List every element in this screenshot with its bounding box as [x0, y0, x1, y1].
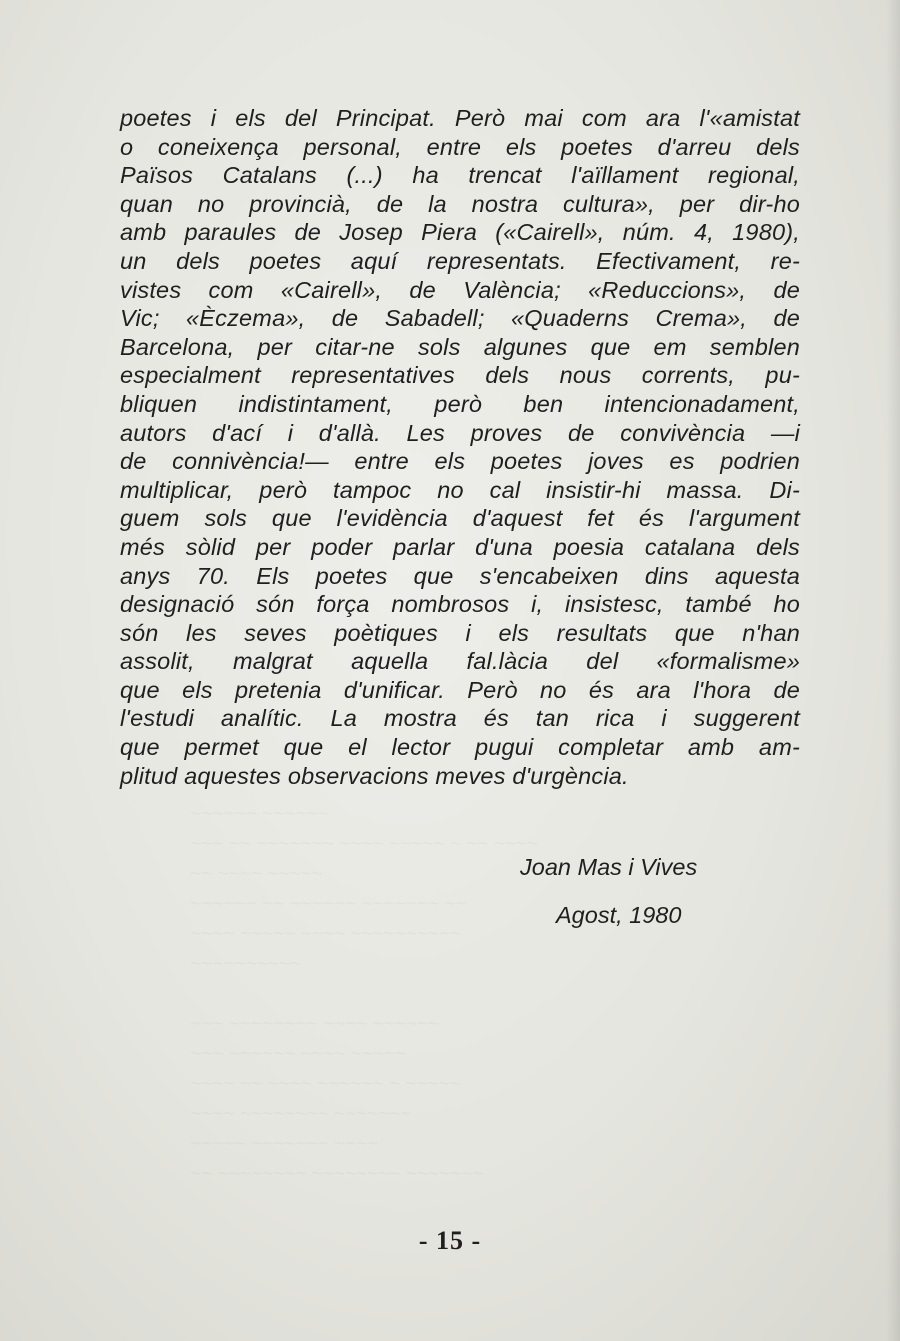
text-line: quan no provincià, de la nostra cultura», per dir-ho: [120, 190, 800, 217]
text-line: Països Catalans (...) ha trencat l'aïllament regional,: [120, 162, 800, 189]
text-line: guem sols que l'evidència d'aquest fet és l'argument: [120, 505, 800, 532]
text-line: poetes i els del Principat. Però mai com ara l'«amistat: [120, 105, 800, 131]
text-line: assolit, malgrat aquella fal.làcia del «formalisme»: [120, 648, 800, 675]
text-line: o coneixença personal, entre els poetes d'arreu dels: [120, 133, 800, 160]
page-edge-shadow: [886, 0, 900, 1341]
page-number: - 15 -: [418, 1226, 482, 1255]
text-line: autors d'ací i d'allà. Les proves de convivència —i: [120, 419, 800, 446]
text-line: de connivència!— entre els poetes joves es podrien: [120, 448, 800, 475]
signature-date: Agost, 1980: [556, 902, 682, 928]
text-line: multiplicar, però tampoc no cal insistir-hi massa. Di-: [120, 476, 800, 503]
text-line: Vic; «Èczema», de Sabadell; «Quaderns Crema», de: [120, 305, 800, 332]
text-line: especialment representatives dels nous corrents, pu-: [120, 362, 800, 389]
text-line: un dels poetes aquí representats. Efectivament, re-: [120, 247, 800, 274]
text-line: són les seves poètiques i els resultats que n'han: [120, 619, 800, 646]
text-line: amb paraules de Josep Piera («Cairell», núm. 4, 1980),: [120, 219, 800, 246]
text-line: plitud aquestes observacions meves d'urgència.: [120, 762, 629, 789]
text-line: anys 70. Els poetes que s'encabeixen dins aquesta: [120, 562, 800, 589]
text-line: designació són força nombrosos i, insistesc, també ho: [120, 591, 800, 618]
author-signature: Joan Mas i Vives: [520, 854, 698, 880]
text-line: Barcelona, per citar-ne sols algunes que em semblen: [120, 333, 800, 360]
text-line: que permet que el lector pugui completar amb am-: [120, 734, 800, 761]
text-line: vistes com «Cairell», de València; «Reduccions», de: [120, 276, 800, 303]
text-line: que els pretenia d'unificar. Però no és ara l'hora de: [120, 676, 800, 703]
text-line: bliquen indistintament, però ben intencionadament,: [120, 390, 800, 417]
body-text: [120, 104, 800, 790]
text-line: l'estudi analític. La mostra és tan rica i suggerent: [120, 705, 800, 732]
text-line: més sòlid per poder parlar d'una poesia catalana dels: [120, 533, 800, 560]
